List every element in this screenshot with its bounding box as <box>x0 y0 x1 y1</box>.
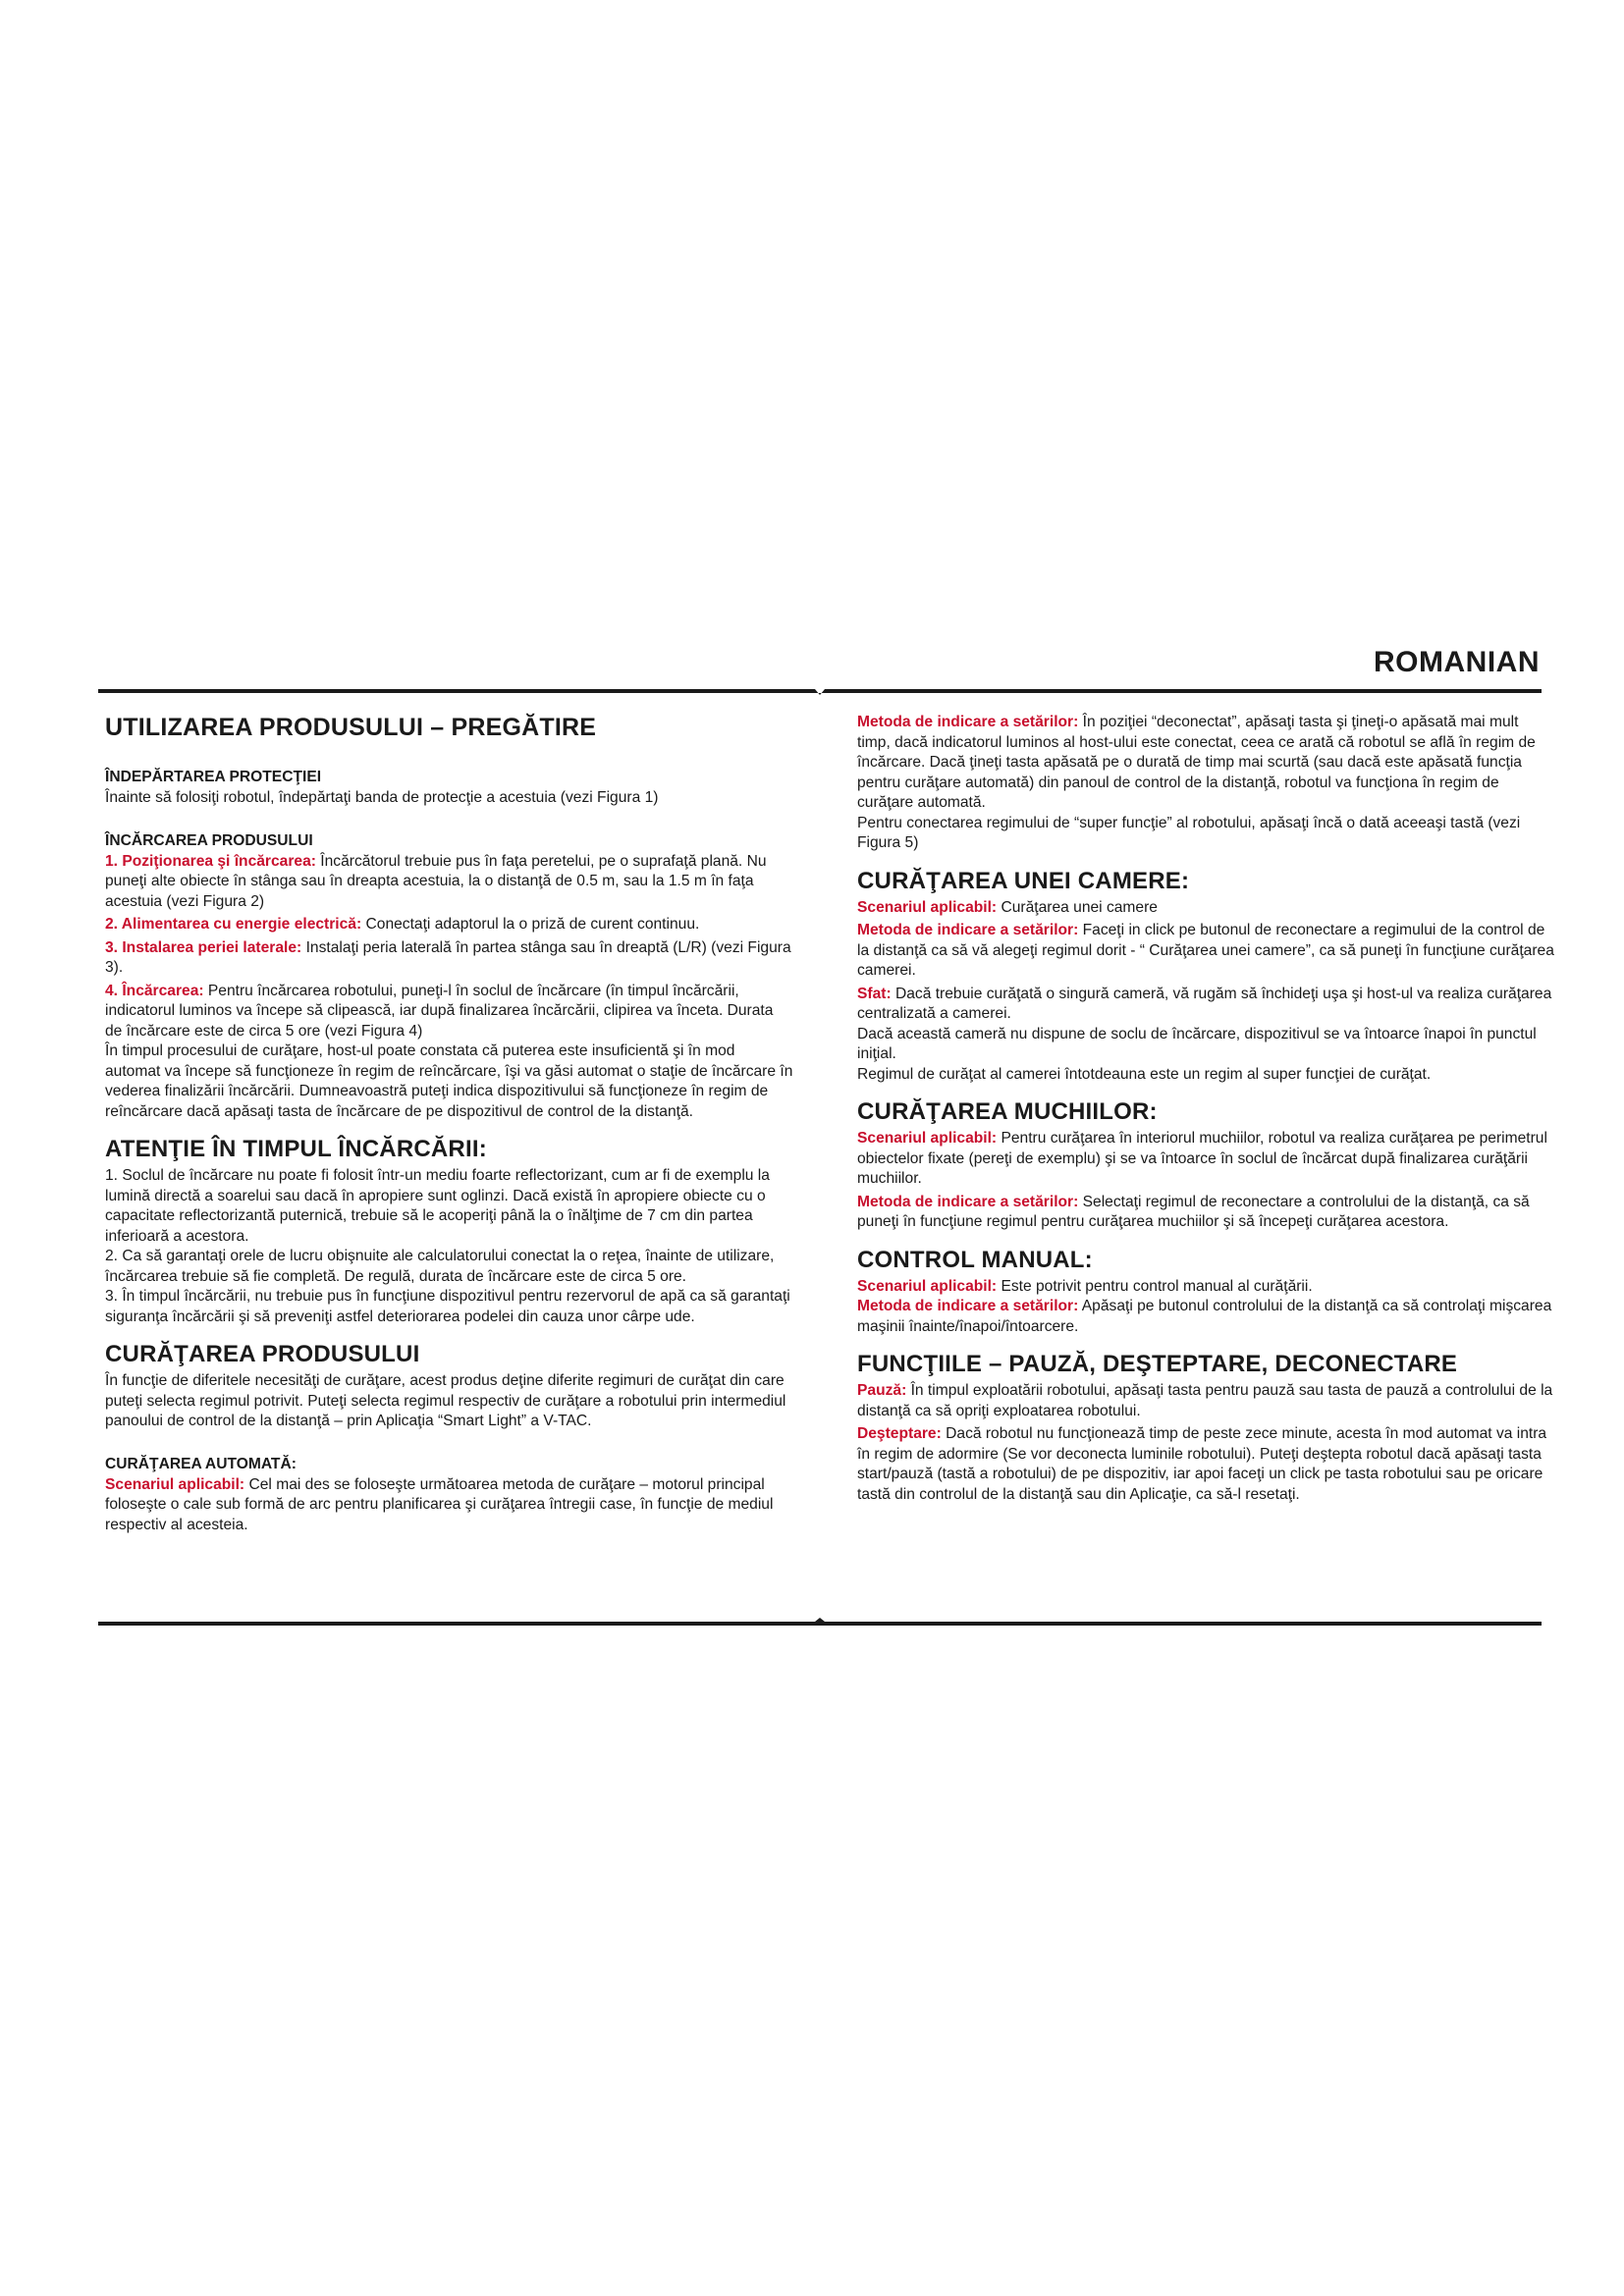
pause-label: Pauză: <box>857 1382 907 1399</box>
top-divider <box>98 687 1542 697</box>
charging-item-3 <box>105 938 794 979</box>
right-column <box>857 713 1554 1508</box>
auto-scenario-text: Cel mai des se foloseşte următoarea metoda de curăţare – motorul principal foloseşte o cale sub formă de arc pentru planificarea şi curăţarea întregii case, în funcţie de mediul respectiv al acesteia. <box>105 1475 774 1533</box>
charging-item-2 <box>105 915 794 935</box>
pause-text: În timpul exploatării robotului, apăsaţi tasta pentru pauză sau tasta de pauză a controlului de la distanţă ca să opriţi exploatarea robotului. <box>857 1382 1553 1419</box>
bottom-divider <box>98 1618 1542 1628</box>
section-title-preparation: UTILIZAREA PRODUSULUI – PREGĂTIRE <box>105 714 597 741</box>
manual-method <box>857 1297 1554 1337</box>
left-column <box>105 713 794 1538</box>
manual-control-heading: CONTROL MANUAL: <box>857 1246 1093 1273</box>
manual-scenario-label: Scenariul aplicabil: <box>857 1277 998 1295</box>
settings-method-text: În poziţiei “deconectat”, apăsaţi tasta şi ţineţi-o apăsată mai mult timp, dacă indicatorul luminos al host-ului este conectat, ceea ce arată că robotul se află în regim de încărcare. Dacă ţineţi tasta apăsată pe o durată de timp mai scurtă (sau dacă este apăsată funcţia pentru curăţare automată) din panoul de control de la distanţă, robotul va funcţiona în regim de curăţare automată. <box>857 714 1536 811</box>
manual-scenario-text: Este potrivit pentru control manual al curăţării. <box>997 1277 1313 1295</box>
attention-point-3: 3. În timpul încărcării, nu trebuie pus în funcţiune dispozitivul pentru rezervorul de apă ca să garantaţi siguranţa încărcării şi să preveniţi astfel deteriorarea podelei din cauza unor cârpe ude. <box>105 1288 790 1325</box>
manual-method-text: Apăsaţi pe butonul controlului de la distanţă ca să controlaţi mişcarea maşinii înainte/înapoi/întoarcere. <box>857 1298 1552 1335</box>
wake-function <box>857 1424 1554 1505</box>
settings-extra-text: Pentru conectarea regimului de “super funcţie” al robotului, apăsaţi încă o dată aceeaşi tastă (vezi Figura 5) <box>857 814 1521 851</box>
language-label: ROMANIAN <box>1374 646 1540 678</box>
room-scenario-label: Scenariul aplicabil: <box>857 898 998 916</box>
protection-text: Înainte să folosiţi robotul, îndepărtaţi banda de protecţie a acestuia (vezi Figura 1) <box>105 789 659 806</box>
charging-item-4 <box>105 982 794 1042</box>
edges-scenario-label: Scenariul aplicabil: <box>857 1130 998 1147</box>
edges-scenario <box>857 1129 1554 1190</box>
charging-item-3-label: 3. Instalarea periei laterale: <box>105 938 302 956</box>
attention-point-2: 2. Ca să garantaţi orele de lucru obişnuite ale calculatorului conectat la o reţea, înainte de utilizare, încărcarea trebuie să fie completă. De regulă, durata de încărcare este de circa 5 ore. <box>105 1248 775 1285</box>
wake-text: Dacă robotul nu funcţionează timp de peste zece minute, acesta în mod automat va intra în regim de adormire (Se vor deconecta luminile robotului). Puteţi deştepta robotul dacă apăsaţi tasta start/pauză (tastă a robotului) de pe dispozitiv, iar apoi faceţi un click pe tasta robotului sau pe oricare tastă din controlul de la distanţă sau din Aplicaţie, ca să-l resetaţi. <box>857 1425 1547 1503</box>
settings-method <box>857 713 1554 814</box>
edges-scenario-text: Pentru curăţarea în interiorul muchiilor, robotul va realiza curăţarea pe perimetrul obiectelor fixate (pereţi de exemplu) şi se va întoarce în soclul de încărcat după finalizarea curăţării muchiilor. <box>857 1130 1547 1187</box>
manual-scenario <box>857 1277 1554 1298</box>
room-note-2: Regimul de curăţat al camerei întotdeauna este un regim al super funcţiei de curăţat. <box>857 1065 1432 1083</box>
wake-label: Deşteptare: <box>857 1425 942 1442</box>
room-scenario-text: Curăţarea unei camere <box>997 898 1158 916</box>
charging-item-4-text: Pentru încărcarea robotului, puneţi-l în soclul de încărcare (în timpul încărcării, indicatorul luminos va începe să clipească, iar după finalizarea încărcării, clipirea va înceta. Durata de încărcare este de circa 5 ore (vezi Figura 4) <box>105 982 774 1040</box>
cleaning-text: În funcţie de diferitele necesităţi de curăţare, acest produs deţine diferite regimuri de curăţat din care puteţi selecta regimul potrivit. Puteţi selecta regimul respectiv de curăţare a robotului prin intermediul panoului de control de la distanţă – prin Aplicaţia “Smart Light” a V-TAC. <box>105 1372 786 1429</box>
protection-heading: ÎNDEPĂRTAREA PROTECŢIEI <box>105 769 322 785</box>
charging-item-1-text: Încărcătorul trebuie pus în faţa peretelui, pe o suprafaţă plană. Nu puneţi alte obiecte în stânga sau în dreapta acestuia, la o distanţă de 0.5 m, sau la 1.5 m în faţa acestuia (vezi Figura 2) <box>105 852 767 910</box>
manual-method-label: Metoda de indicare a setărilor: <box>857 1298 1079 1314</box>
room-note-1: Dacă această cameră nu dispune de soclu de încărcare, dispozitivul se va întoarce înapoi în punctul iniţial. <box>857 1025 1537 1062</box>
charging-item-4-label: 4. Încărcarea: <box>105 982 204 999</box>
room-method-label: Metoda de indicare a setărilor: <box>857 922 1079 938</box>
charging-item-2-text: Conectaţi adaptorul la o priză de curent continuu. <box>361 916 700 933</box>
attention-heading: ATENŢIE ÎN TIMPUL ÎNCĂRCĂRII: <box>105 1136 487 1162</box>
cleaning-heading: CURĂŢAREA PRODUSULUI <box>105 1341 420 1367</box>
edges-method <box>857 1193 1554 1233</box>
charging-extra-text: În timpul procesului de curăţare, host-ul poate constata că puterea este insuficientă şi în mod automat va începe să funcţioneze în regim de reîncărcare, îşi va găsi automat o staţie de încărcare în vederea finalizării încărcării. Dumneavoastră puteţi indica dispozitivului să funcţioneze în regim de reîncărcare dacă apăsaţi tasta de încărcare de pe dispozitivul de control de la distanţă. <box>105 1042 793 1120</box>
room-scenario <box>857 898 1554 919</box>
edges-method-text: Selectaţi regimul de reconectare a controlului de la distanţă, ca să puneţi în funcţiune regimul pentru curăţarea muchiilor şi să începeţi curăţarea acestora. <box>857 1193 1530 1230</box>
charging-item-1-label: 1. Poziţionarea şi încărcarea: <box>105 852 316 870</box>
pause-function <box>857 1381 1554 1421</box>
edges-cleaning-heading: CURĂŢAREA MUCHIILOR: <box>857 1098 1158 1125</box>
charging-item-3-text: Instalaţi peria laterală în partea stânga sau în dreaptă (L/R) (vezi Figura 3). <box>105 938 791 976</box>
auto-cleaning-text <box>105 1475 794 1536</box>
room-method <box>857 921 1554 982</box>
room-tip-text: Dacă trebuie curăţată o singură cameră, vă rugăm să închideţi uşa şi host-ul va realiza curăţarea centralizată a camerei. <box>857 985 1552 1022</box>
auto-cleaning-heading: CURĂŢAREA AUTOMATĂ: <box>105 1455 297 1472</box>
room-tip-label: Sfat: <box>857 985 892 1002</box>
functions-heading: FUNCŢIILE – PAUZĂ, DEŞTEPTARE, DECONECTARE <box>857 1351 1458 1377</box>
room-cleaning-heading: CURĂŢAREA UNEI CAMERE: <box>857 867 1190 894</box>
attention-point-1: 1. Soclul de încărcare nu poate fi folosit într-un mediu foarte reflectorizant, cum ar fi de exemplu la lumină directă a soarelui sau dacă în apropiere sunt oglinzi. Dacă există în apropiere obiecte cu o capacitate reflectorizantă puternică, trebuie să le acoperiţi până la o înălţime de 7 cm din partea inferioară a acestora. <box>105 1167 770 1245</box>
charging-item-1 <box>105 852 794 913</box>
room-method-text: Faceţi in click pe butonul de reconectare a regimului de la control de la distanţă ca să vă alegeţi regimul dorit - “ Curăţarea unei camere”, ca să puneţi în funcţiune curăţarea camerei. <box>857 922 1554 979</box>
charging-item-2-label: 2. Alimentarea cu energie electrică: <box>105 916 362 933</box>
charging-heading: ÎNCĂRCAREA PRODUSULUI <box>105 831 313 849</box>
room-tip <box>857 985 1554 1025</box>
auto-scenario-label: Scenariul aplicabil: <box>105 1475 245 1493</box>
edges-method-label: Metoda de indicare a setărilor: <box>857 1193 1079 1210</box>
settings-method-label: Metoda de indicare a setărilor: <box>857 714 1079 730</box>
